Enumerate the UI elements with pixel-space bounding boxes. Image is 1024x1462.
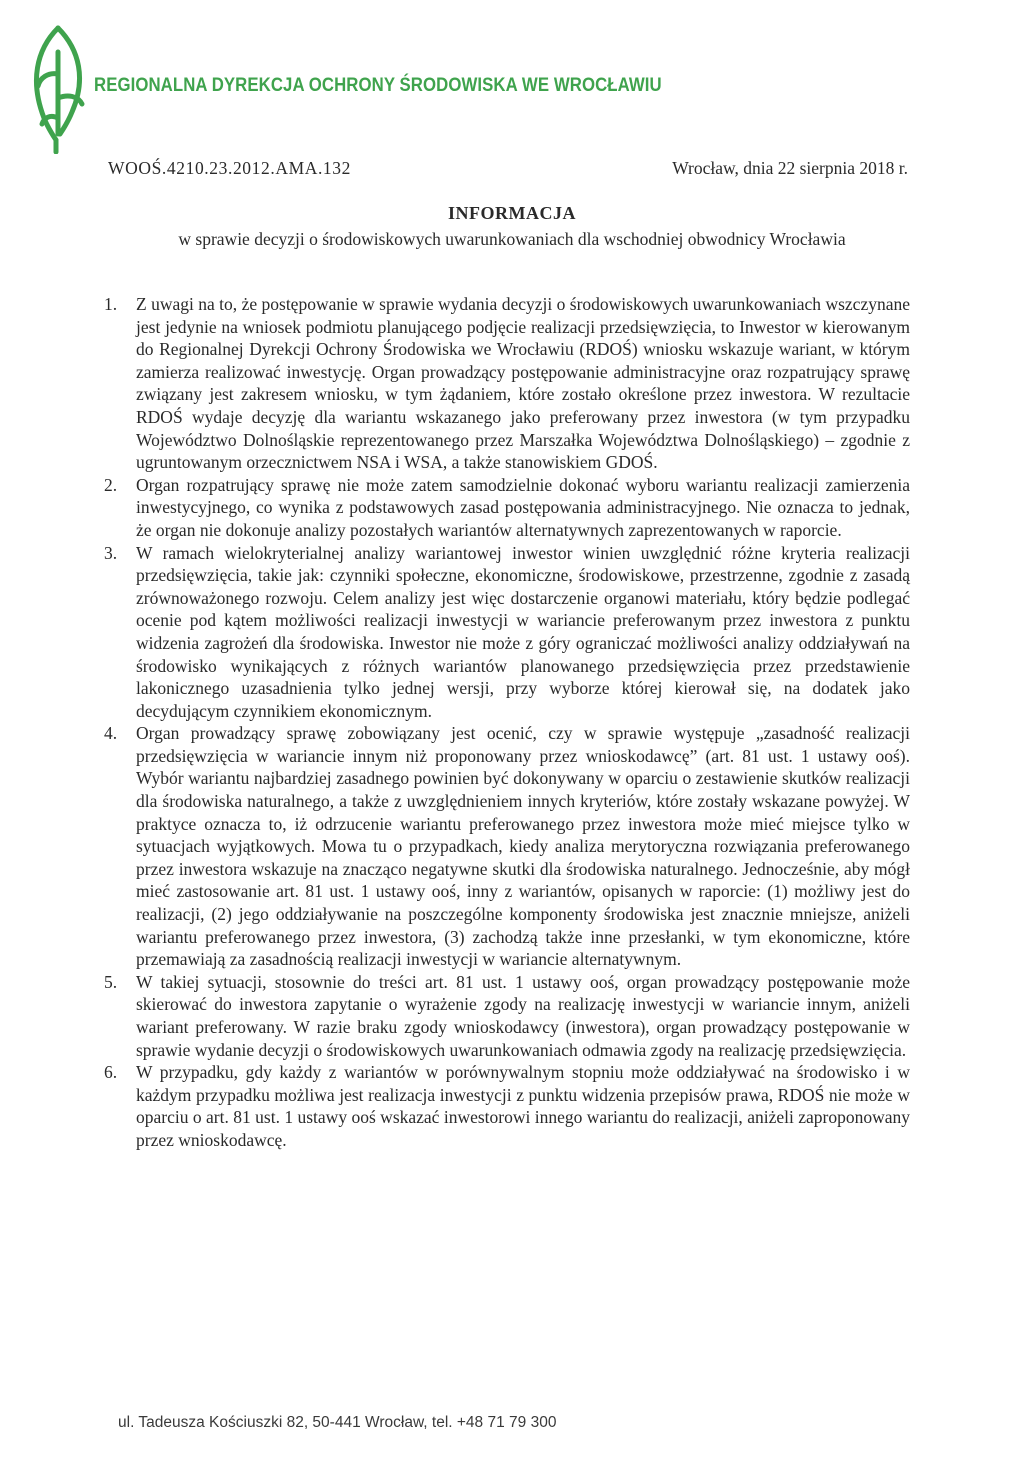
item-number: 6. — [104, 1062, 118, 1083]
organization-name: REGIONALNA DYREKCJA OCHRONY ŚRODOWISKA WE WROCŁAWIU — [94, 74, 662, 96]
item-text: Z uwagi na to, że postępowanie w sprawie wydania decyzji o środowiskowych uwarunkowaniach wszczynane jest jedynie na wniosek podmiotu planującego podjęcie realizacji przedsięwzięcia, to Inwestor w kierowanym do Regionalnej Dyrekcji Ochrony Środowiska we Wrocławiu (RDOŚ) wniosku wskazuje wariant, w którym zamierza realizować inwestycję. Organ prowadzący postępowanie administracyjne oraz rozpatrujący sprawę związany jest zakresem wniosku, w tym żądaniem, które zostało określone przez inwestora. W rezultacie RDOŚ wydaje decyzję dla wariantu wskazanego jako preferowany przez inwestora (w tym przypadku Województwo Dolnośląskie reprezentowanego przez Marszałka Województwa Dolnośląskiego) – zgodnie z ugruntowanym orzecznictwem NSA i WSA, a także stanowiskiem GDOŚ. — [136, 294, 910, 473]
list-item — [104, 474, 910, 542]
item-text: Organ rozpatrujący sprawę nie może zatem samodzielnie dokonać wyboru wariantu realizacji zamierzenia inwestycyjnego, co wynika z podstawowych zasad postępowania administracyjnego. Nie oznacza to jednak, że organ nie dokonuje analizy pozostałych wariantów alternatywnych zaprezentowanych w raporcie. — [136, 474, 910, 540]
list-item — [104, 722, 910, 971]
item-text: W takiej sytuacji, stosownie do treści art. 81 ust. 1 ustawy ooś, organ prowadzący postępowanie może skierować do inwestora zapytanie o wyrażenie zgody na realizację inwestycji w wariancie innym, aniżeli wariant preferowany. W razie braku zgody wnioskodawcy (inwestora), organ prowadzący postępowanie w sprawie wydanie decyzji o środowiskowych uwarunkowaniach odmawia zgody na realizację przedsięwzięcia. — [136, 971, 910, 1060]
item-number: 3. — [104, 542, 118, 563]
list-item — [104, 971, 910, 1061]
leaf-logo-icon — [26, 22, 90, 154]
item-number: 1. — [104, 294, 118, 314]
list-item — [104, 1061, 910, 1151]
item-number: 5. — [104, 971, 118, 992]
item-number: 2. — [104, 474, 118, 495]
list-item — [104, 542, 910, 723]
item-number: 4. — [104, 723, 118, 744]
numbered-points — [104, 293, 910, 1152]
footer-address: ul. Tadeusza Kościuszki 82, 50-441 Wrocław, tel. +48 71 79 300 — [118, 1414, 557, 1431]
item-text: Organ prowadzący sprawę zobowiązany jest ocenić, czy w sprawie występuje „zasadność realizacji przedsięwzięcia w wariancie innym niż proponowany przez wnioskodawcę” (art. 81 ust. 1 ustawy ooś). Wybór wariantu najbardziej zasadnego powinien być dokonywany w oparciu o zestawienie skutków realizacji dla środowiska naturalnego, a także z uwzględnieniem innych kryteriów, które zostały wskazane powyżej. W praktyce oznacza to, iż odrzucenie wariantu preferowanego przez inwestora może mieć miejsce tylko w sytuacjach wyjątkowych. Mowa tu o przypadkach, kiedy analiza merytoryczna rozwiązania preferowanego przez inwestora wskazuje na znacząco negatywne skutki dla środowiska naturalnego. Jednocześnie, aby mógł mieć zastosowanie art. 81 ust. 1 ustawy ooś, inny z wariantów, opisanych w raporcie: (1) możliwy jest do realizacji, (2) jego oddziaływanie na poszczególne komponenty środowiska jest znacznie mniejsze, aniżeli wariantu preferowanego przez inwestora, (3) zachodzą także inne przesłanki, w tym ekonomiczne, które przemawiają za zasadnością realizacji inwestycji w wariancie alternatywnym. — [136, 723, 910, 970]
item-text: W przypadku, gdy każdy z wariantów w porównywalnym stopniu może oddziaływać na środowisko i w każdym przypadku możliwa jest realizacja inwestycji z punktu widzenia przepisów prawa, RDOŚ nie może w oparciu o art. 81 ust. 1 ustawy ooś wskazać inwestorowi innego wariantu do realizacji, aniżeli zaproponowany przez wnioskodawcę. — [136, 1062, 910, 1150]
reference-number: WOOŚ.4210.23.2012.AMA.132 — [108, 158, 351, 178]
document-subtitle: w sprawie decyzji o środowiskowych uwarunkowaniach dla wschodniej obwodnicy Wrocławia — [178, 229, 846, 249]
document-date: Wrocław, dnia 22 sierpnia 2018 r. — [672, 158, 908, 178]
item-text: W ramach wielokryterialnej analizy wariantowej inwestor winien uwzględnić różne kryteria realizacji przedsięwzięcia, takie jak: czynniki społeczne, ekonomiczne, środowiskowe, przestrzenne, zgodnie z zasadą zrównoważonego rozwoju. Celem analizy jest więc dostarczenie organowi materiału, który będzie podlegać ocenie pod kątem możliwości realizacji inwestycji w wariancie preferowanym przez inwestora z punktu widzenia zagrożeń dla środowiska. Inwestor nie może z góry ograniczać możliwości analizy oddziaływań na środowisko wynikających z różnych wariantów planowanego przedsięwzięcia przez przedstawienie lakonicznego uzasadnienia tylko jednej wersji, przy wyborze której kierował się, na dodatek jako decydującym czynnikiem ekonomicznym. — [136, 542, 910, 721]
reference-line — [108, 158, 908, 182]
list-item — [104, 293, 910, 474]
document-title: INFORMACJA — [448, 203, 576, 223]
